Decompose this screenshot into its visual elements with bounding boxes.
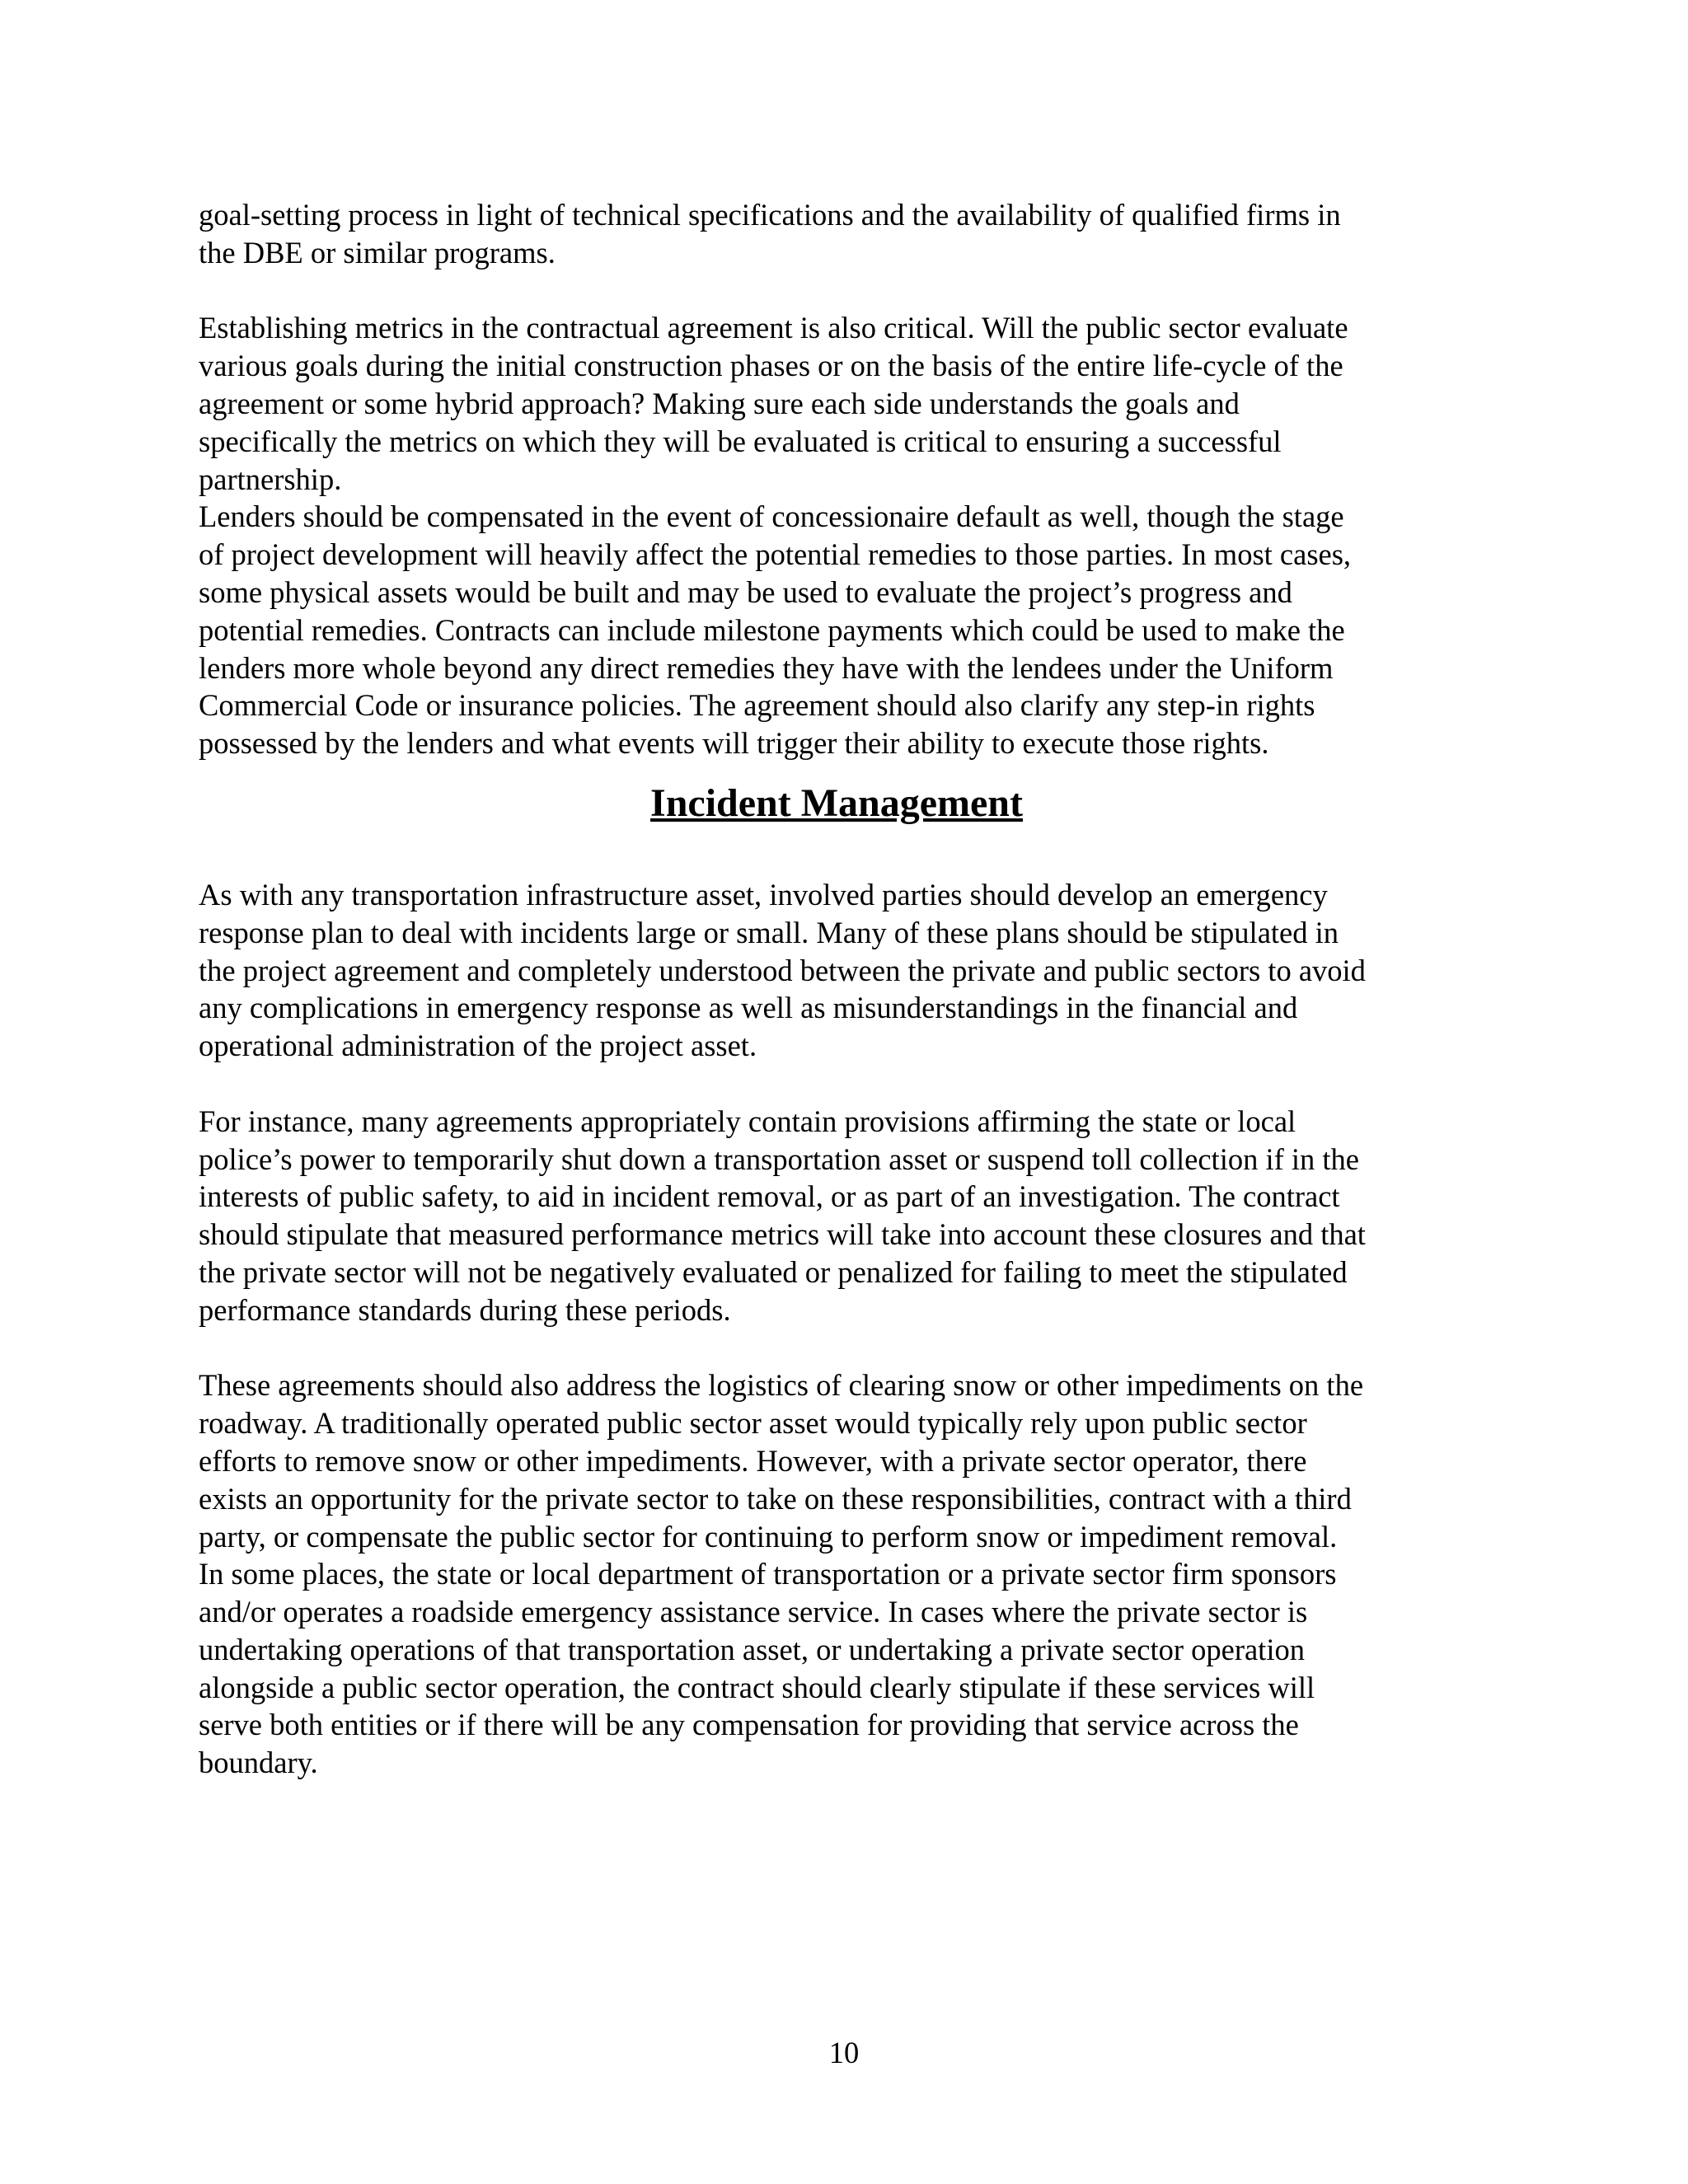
text-line: For instance, many agreements appropriately contain provisions affirming the state or local bbox=[199, 1104, 1296, 1138]
text-line: any complications in emergency response as well as misunderstandings in the financial and bbox=[199, 991, 1298, 1025]
text-line: specifically the metrics on which they will be evaluated is critical to ensuring a successful bbox=[199, 424, 1282, 458]
text-line: and/or operates a roadside emergency assistance service. In cases where the private sector is bbox=[199, 1595, 1308, 1629]
text-line: should stipulate that measured performance metrics will take into account these closures and that bbox=[199, 1217, 1366, 1252]
text-line: goal-setting process in light of technical specifications and the availability of qualified firms in bbox=[199, 198, 1341, 232]
text-line: party, or compensate the public sector for continuing to perform snow or impediment removal. bbox=[199, 1519, 1338, 1554]
paragraph bbox=[199, 1103, 1517, 1329]
text-line: efforts to remove snow or other impediments. However, with a private sector operator, there bbox=[199, 1443, 1307, 1478]
text-line: Establishing metrics in the contractual agreement is also critical. Will the public sector evaluate bbox=[199, 311, 1348, 345]
text-line: As with any transportation infrastructure asset, involved parties should develop an emergency bbox=[199, 877, 1328, 912]
text-line: some physical assets would be built and may be used to evaluate the project’s progress and bbox=[199, 574, 1292, 609]
document-page bbox=[199, 196, 1517, 1782]
paragraph-spacer bbox=[199, 1329, 1517, 1367]
text-line: exists an opportunity for the private sector to take on these responsibilities, contract with a third bbox=[199, 1481, 1352, 1516]
paragraph bbox=[199, 1366, 1517, 1782]
paragraph-spacer bbox=[199, 1065, 1517, 1103]
page-number: 10 bbox=[828, 2036, 860, 2069]
paragraph bbox=[199, 876, 1517, 1065]
heading-spacer bbox=[199, 828, 1517, 876]
paragraph bbox=[199, 196, 1517, 272]
text-line: Lenders should be compensated in the event of concessionaire default as well, though the stage bbox=[199, 499, 1344, 534]
top-section bbox=[199, 196, 1517, 762]
text-line: partnership. bbox=[199, 462, 342, 496]
paragraph-spacer bbox=[199, 272, 1517, 310]
text-line: roadway. A traditionally operated public sector asset would typically rely upon public sector bbox=[199, 1406, 1307, 1441]
text-line: undertaking operations of that transportation asset, or undertaking a private sector operation bbox=[199, 1632, 1305, 1666]
text-line: In some places, the state or local department of transportation or a private sector firm sponsors bbox=[199, 1557, 1337, 1591]
text-line: boundary. bbox=[199, 1746, 318, 1780]
text-line: alongside a public sector operation, the contract should clearly stipulate if these services will bbox=[199, 1670, 1315, 1704]
text-line: interests of public safety, to aid in incident removal, or as part of an investigation. The contract bbox=[199, 1179, 1340, 1214]
text-line: police’s power to temporarily shut down a transportation asset or suspend toll collection if in the bbox=[199, 1141, 1359, 1176]
text-line: response plan to deal with incidents large or small. Many of these plans should be stipulated in bbox=[199, 915, 1339, 949]
text-line: potential remedies. Contracts can include milestone payments which could be used to make the bbox=[199, 612, 1345, 647]
text-line: the project agreement and completely understood between the private and public sectors to avoid bbox=[199, 953, 1366, 987]
text-line: lenders more whole beyond any direct remedies they have with the lendees under the Uniform bbox=[199, 650, 1334, 685]
bottom-section bbox=[199, 876, 1517, 1782]
text-line: Commercial Code or insurance policies. The agreement should also clarify any step-in rights bbox=[199, 688, 1315, 723]
text-line: agreement or some hybrid approach? Making sure each side understands the goals and bbox=[199, 386, 1240, 420]
text-line: possessed by the lenders and what events will trigger their ability to execute those rights. bbox=[199, 726, 1269, 761]
text-line: performance standards during these periods. bbox=[199, 1292, 731, 1327]
text-line: various goals during the initial construction phases or on the basis of the entire life-cycle of the bbox=[199, 349, 1343, 383]
section-heading: Incident Management bbox=[650, 780, 1023, 825]
text-line: the private sector will not be negatively evaluated or penalized for failing to meet the stipulated bbox=[199, 1254, 1348, 1289]
text-line: the DBE or similar programs. bbox=[199, 235, 556, 269]
text-line: of project development will heavily affect the potential remedies to those parties. In most cases, bbox=[199, 537, 1352, 572]
text-line: serve both entities or if there will be any compensation for providing that service across the bbox=[199, 1708, 1299, 1742]
paragraph bbox=[199, 309, 1517, 762]
text-line: These agreements should also address the logistics of clearing snow or other impediments on the bbox=[199, 1368, 1364, 1403]
text-line: operational administration of the project asset. bbox=[199, 1029, 757, 1063]
